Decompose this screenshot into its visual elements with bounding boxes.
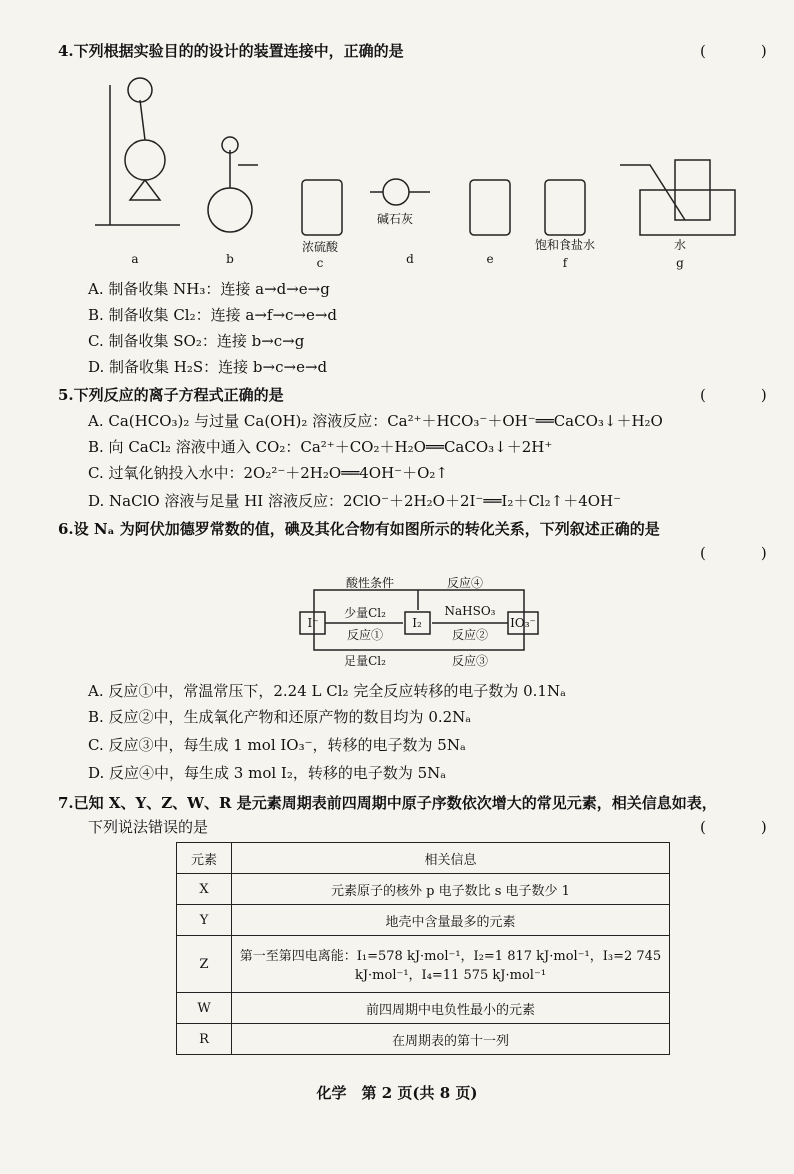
- q7-stem: 7.已知 X、Y、Z、W、R 是元素周期表前四周期中原子序数依次增大的常见元素，相关信息如表，: [58, 794, 717, 812]
- q6-option-c: C. 反应③中，每生成 1 mol IO₃⁻，转移的电子数为 5Nₐ: [88, 736, 466, 754]
- td: 前四周期中电负性最小的元素: [232, 993, 670, 1024]
- q4-option-c: C. 制备收集 SO₂：连接 b→c→g: [88, 332, 305, 350]
- q4-option-d: D. 制备收集 H₂S：连接 b→c→e→d: [88, 358, 328, 376]
- q6-bracket: ( ): [700, 544, 787, 562]
- apparatus-g: [620, 160, 735, 235]
- apparatus-d: [370, 179, 430, 205]
- label-r3: 反应③: [451, 654, 488, 668]
- td: Y: [177, 905, 232, 936]
- q5-bracket: ( ): [700, 386, 787, 404]
- label-b: b: [226, 252, 234, 266]
- q6-option-d: D. 反应④中，每生成 3 mol I₂，转移的电子数为 5Nₐ: [88, 764, 447, 782]
- label-lcl: 少量Cl₂: [344, 606, 386, 620]
- apparatus-b: [208, 137, 258, 232]
- label-d: d: [406, 252, 414, 266]
- label-r2: 反应②: [451, 628, 488, 642]
- td: 第一至第四电离能：I₁=578 kJ·mol⁻¹，I₂=1 817 kJ·mol⁻¹，I₃=2 745 kJ·mol⁻¹，I₄=11 575 kJ·mol⁻¹: [232, 936, 670, 993]
- q4-option-a: A. 制备收集 NH₃：连接 a→d→e→g: [88, 280, 330, 298]
- q6-stem: 6.设 Nₐ 为阿伏加德罗常数的值，碘及其化合物有如图所示的转化关系，下列叙述正确的是: [58, 520, 660, 538]
- label-fcl: 足量Cl₂: [344, 654, 386, 668]
- label-r1: 反应①: [346, 628, 383, 642]
- reagent-c: 浓硫酸: [301, 240, 338, 254]
- q5-stem: 5.下列反应的离子方程式正确的是: [58, 386, 284, 404]
- node-i2: I₂: [412, 616, 422, 630]
- td: 元素原子的核外 p 电子数比 s 电子数少 1: [232, 874, 670, 905]
- apparatus-a: [95, 78, 180, 225]
- q6-option-b: B. 反应②中，生成氧化产物和还原产物的数目均为 0.2Nₐ: [88, 708, 472, 726]
- q5-option-c: C. 过氧化钠投入水中：2O₂²⁻＋2H₂O══4OH⁻＋O₂↑: [88, 464, 448, 482]
- label-c: c: [316, 256, 324, 270]
- reagent-d: 碱石灰: [376, 212, 413, 226]
- node-io3: IO₃⁻: [510, 616, 536, 630]
- td: Z: [177, 936, 232, 993]
- label-acid: 酸性条件: [345, 576, 394, 590]
- q4-bracket: ( ): [700, 42, 787, 60]
- q4-stem: 4.下列根据实验目的的设计的装置连接中，正确的是: [58, 42, 404, 60]
- th: 元素: [177, 843, 232, 874]
- q6-option-a: A. 反应①中，常温常压下，2.24 L Cl₂ 完全反应转移的电子数为 0.1Nₐ: [88, 682, 566, 700]
- td: 在周期表的第十一列: [232, 1024, 670, 1055]
- label-a: a: [131, 252, 139, 266]
- q5-option-b: B. 向 CaCl₂ 溶液中通入 CO₂：Ca²⁺＋CO₂＋H₂O══CaCO₃↓＋2H⁺: [88, 438, 553, 456]
- td: R: [177, 1024, 232, 1055]
- node-i: I⁻: [307, 616, 319, 630]
- reagent-g: 水: [673, 238, 686, 252]
- th: 相关信息: [232, 843, 670, 874]
- q7-bracket: ( ): [700, 818, 787, 836]
- td: 地壳中含量最多的元素: [232, 905, 670, 936]
- q4-option-b: B. 制备收集 Cl₂：连接 a→f→c→e→d: [88, 306, 338, 324]
- td: X: [177, 874, 232, 905]
- label-g: g: [676, 256, 684, 270]
- label-f: f: [562, 256, 568, 270]
- label-nahso3: NaHSO₃: [444, 604, 496, 618]
- element-table: [176, 842, 670, 1055]
- label-r4: 反应④: [446, 576, 483, 590]
- label-e: e: [486, 252, 494, 266]
- q7-stem2: 下列说法错误的是: [88, 818, 209, 836]
- q5-option-a: A. Ca(HCO₃)₂ 与过量 Ca(OH)₂ 溶液反应：Ca²⁺＋HCO₃⁻＋OH⁻══CaCO₃↓＋H₂O: [88, 412, 663, 430]
- bottles: [302, 180, 585, 235]
- td: W: [177, 993, 232, 1024]
- page-footer: 化学 第 2 页(共 8 页): [316, 1084, 478, 1102]
- reagent-f: 饱和食盐水: [534, 238, 595, 252]
- q5-option-d: D. NaClO 溶液与足量 HI 溶液反应：2ClO⁻＋2H₂O＋2I⁻══I₂＋Cl₂↑＋4OH⁻: [88, 492, 622, 510]
